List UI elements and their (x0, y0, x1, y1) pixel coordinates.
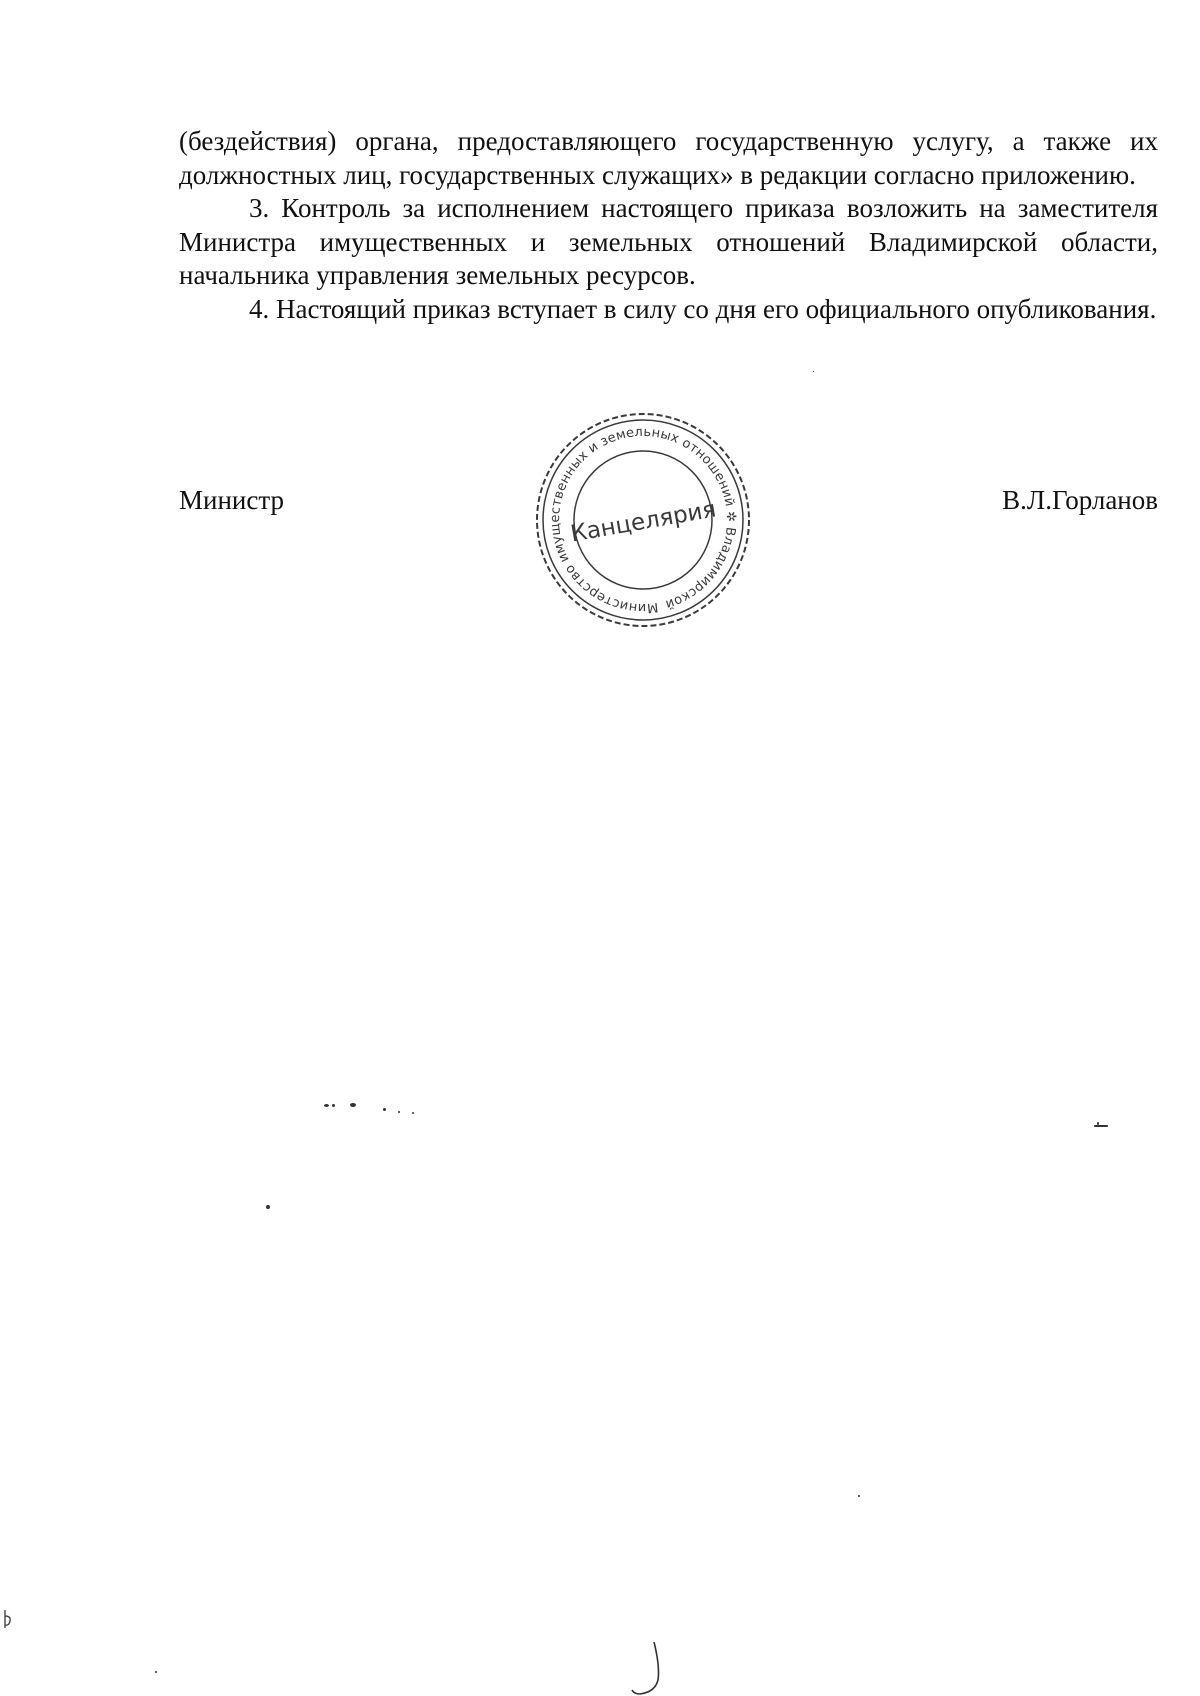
scan-speck (324, 1104, 329, 1107)
stamp-center-text: Канцелярия (568, 496, 719, 548)
scan-speck (155, 1671, 157, 1673)
scan-speck (412, 1112, 414, 1114)
stamp-seal-graphic (528, 405, 758, 635)
paragraph-continuation: (бездействия) органа, предоставляющего государственную услугу, а также их должностных лиц, государственных служащих» в редакции согласно приложению. (179, 126, 1158, 190)
scan-speck (1094, 1125, 1108, 1127)
scan-speck (350, 1103, 356, 1107)
scan-speck (1097, 1122, 1099, 1125)
margin-scan-mark (2, 1608, 14, 1630)
scan-speck (266, 1205, 270, 1209)
scan-speck (858, 1495, 860, 1497)
office-stamp (528, 405, 758, 635)
document-body (179, 125, 1158, 326)
paragraph-item-4: 4. Настоящий приказ вступает в силу со дня его официального опубликования. (249, 293, 1157, 324)
paragraph-item-3: 3. Контроль за исполнением настоящего приказа возложить на заместителя Министра имущественных и земельных отношений Владимирской области, начальника управления земельных ресурсов. (179, 193, 1158, 290)
signatory-position: Министр (179, 485, 284, 515)
stamp-ring-text: Министерство имущественных и земельных отношений ✲ Владимирской (547, 424, 739, 616)
bottom-pen-mark (630, 1640, 670, 1696)
signatory-name: В.Л.Горланов (1002, 485, 1158, 515)
scan-speck (383, 1108, 386, 1111)
scan-speck (398, 1111, 400, 1113)
scan-speck (813, 371, 814, 372)
scan-speck (332, 1104, 335, 1107)
